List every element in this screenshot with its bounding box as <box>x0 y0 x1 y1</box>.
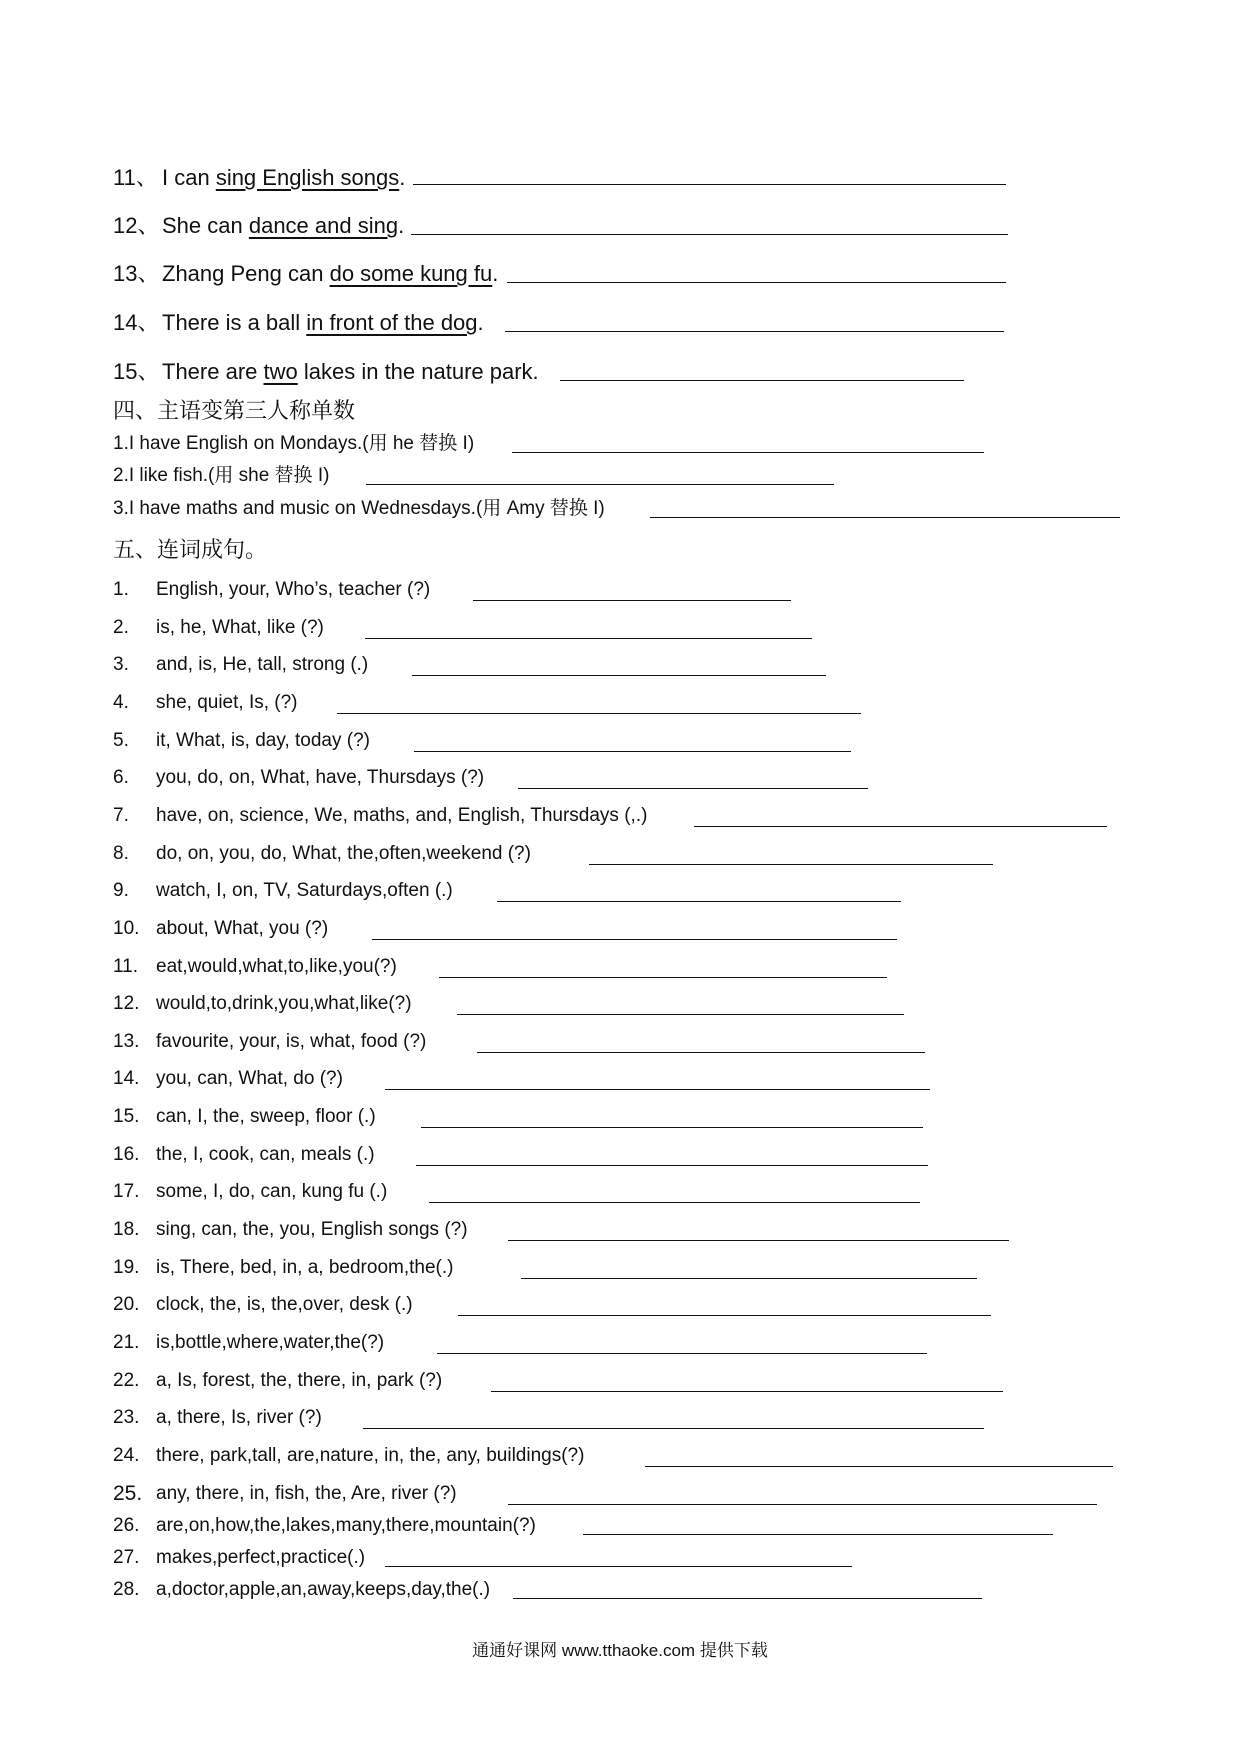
reorder-item <box>0 1218 1240 1240</box>
item-number: 22. <box>113 1370 140 1391</box>
item-words: do, on, you, do, What, the,often,weekend (?) <box>156 843 531 864</box>
reorder-item <box>0 729 1240 751</box>
item-words: a,doctor,apple,an,away,keeps,day,the(.) <box>156 1579 491 1600</box>
item-number: 14、 <box>113 310 160 335</box>
item-words: a, there, Is, river (?) <box>156 1407 322 1428</box>
item-number: 12. <box>113 993 140 1014</box>
answer-blank[interactable] <box>513 1598 982 1599</box>
transform-item-13 <box>0 261 1240 286</box>
item-sentence: There is a ball in front of the dog. <box>162 310 484 335</box>
section4-item-2 <box>0 464 1240 486</box>
item-number: 15. <box>113 1106 140 1127</box>
answer-blank[interactable] <box>385 1566 852 1567</box>
item-words: makes,perfect,practice(.) <box>156 1547 366 1568</box>
reorder-item <box>0 879 1240 901</box>
answer-blank[interactable] <box>337 713 861 714</box>
answer-blank[interactable] <box>363 1428 984 1429</box>
answer-blank[interactable] <box>521 1278 977 1279</box>
section-5-heading-row <box>0 537 1240 562</box>
section-4-heading-row <box>0 398 1240 423</box>
section4-item-1 <box>0 432 1240 454</box>
item-words: the, I, cook, can, meals (.) <box>156 1144 375 1165</box>
item-words: sing, can, the, you, English songs (?) <box>156 1219 468 1240</box>
transform-item-15 <box>0 359 1240 384</box>
answer-blank[interactable] <box>512 452 984 453</box>
reorder-item <box>0 842 1240 864</box>
answer-blank[interactable] <box>411 234 1008 235</box>
item-words: is, he, What, like (?) <box>156 617 324 638</box>
reorder-item <box>0 804 1240 826</box>
item-number: 26. <box>113 1515 140 1536</box>
item-text: 3.I have maths and music on Wednesdays.(用 Amy 替换 I) <box>113 498 605 519</box>
reorder-item <box>0 1105 1240 1127</box>
item-text: 1.I have English on Mondays.(用 he 替换 I) <box>113 433 475 454</box>
answer-blank[interactable] <box>458 1315 991 1316</box>
answer-blank[interactable] <box>508 1504 1097 1505</box>
item-words: is, There, bed, in, a, bedroom,the(.) <box>156 1257 454 1278</box>
item-sentence: There are two lakes in the nature park. <box>162 359 539 384</box>
item-words: English, your, Who’s, teacher (?) <box>156 579 431 600</box>
answer-blank[interactable] <box>421 1127 923 1128</box>
underlined-phrase: dance and sing <box>248 213 399 238</box>
answer-blank[interactable] <box>507 282 1006 283</box>
item-number: 1. <box>113 579 129 600</box>
item-words: you, do, on, What, have, Thursdays (?) <box>156 767 485 788</box>
item-words: a, Is, forest, the, there, in, park (?) <box>156 1370 443 1391</box>
reorder-item <box>0 955 1240 977</box>
answer-blank[interactable] <box>694 826 1107 827</box>
transform-item-14 <box>0 310 1240 335</box>
item-words: you, can, What, do (?) <box>156 1068 343 1089</box>
reorder-item <box>0 1369 1240 1391</box>
item-number: 28. <box>113 1579 140 1600</box>
reorder-item <box>0 1067 1240 1089</box>
transform-item-12 <box>0 213 1240 238</box>
reorder-item <box>0 1482 1240 1505</box>
item-number: 15、 <box>113 359 160 384</box>
answer-blank[interactable] <box>413 184 1006 185</box>
answer-blank[interactable] <box>473 600 791 601</box>
reorder-item <box>0 616 1240 638</box>
item-number: 7. <box>113 805 129 826</box>
reorder-item <box>0 1331 1240 1353</box>
reorder-item <box>0 578 1240 600</box>
item-number: 16. <box>113 1144 140 1165</box>
answer-blank[interactable] <box>372 939 897 940</box>
reorder-item <box>0 1143 1240 1165</box>
item-words: can, I, the, sweep, floor (.) <box>156 1106 376 1127</box>
item-number: 21. <box>113 1332 140 1353</box>
reorder-item <box>0 1444 1240 1466</box>
item-text: 2.I like fish.(用 she 替换 I) <box>113 465 330 486</box>
reorder-item <box>0 917 1240 939</box>
answer-blank[interactable] <box>439 977 887 978</box>
answer-blank[interactable] <box>457 1014 904 1015</box>
item-number: 6. <box>113 767 129 788</box>
item-number: 14. <box>113 1068 140 1089</box>
item-number: 18. <box>113 1219 140 1240</box>
item-number: 20. <box>113 1294 140 1315</box>
item-number: 17. <box>113 1181 140 1202</box>
footer-source: 通通好课网 www.tthaoke.com 提供下载 <box>472 1641 768 1660</box>
item-number: 24. <box>113 1445 140 1466</box>
answer-blank[interactable] <box>412 675 826 676</box>
answer-blank[interactable] <box>437 1353 927 1354</box>
answer-blank[interactable] <box>650 517 1120 518</box>
item-number: 10. <box>113 918 140 939</box>
answer-blank[interactable] <box>508 1240 1009 1241</box>
reorder-item <box>0 1514 1240 1536</box>
answer-blank[interactable] <box>497 901 901 902</box>
answer-blank[interactable] <box>491 1391 1003 1392</box>
item-number: 2. <box>113 617 129 638</box>
answer-blank[interactable] <box>429 1202 920 1203</box>
reorder-item <box>0 1406 1240 1428</box>
answer-blank[interactable] <box>385 1089 930 1090</box>
item-number: 11、 <box>113 165 158 190</box>
item-number: 5. <box>113 730 129 751</box>
item-words: have, on, science, We, maths, and, English, Thursdays (,.) <box>156 805 648 826</box>
item-words: she, quiet, Is, (?) <box>156 692 298 713</box>
underlined-phrase: sing English songs <box>215 165 400 190</box>
reorder-item <box>0 1030 1240 1052</box>
answer-blank[interactable] <box>560 380 964 381</box>
answer-blank[interactable] <box>365 638 812 639</box>
reorder-item <box>0 691 1240 713</box>
reorder-item <box>0 1546 1240 1568</box>
item-words: are,on,how,the,lakes,many,there,mountain(?) <box>156 1515 536 1536</box>
item-words: watch, I, on, TV, Saturdays,often (.) <box>156 880 453 901</box>
item-words: favourite, your, is, what, food (?) <box>156 1031 427 1052</box>
answer-blank[interactable] <box>589 864 993 865</box>
reorder-item <box>0 653 1240 675</box>
item-words: and, is, He, tall, strong (.) <box>156 654 369 675</box>
item-words: clock, the, is, the,over, desk (.) <box>156 1294 413 1315</box>
reorder-item <box>0 992 1240 1014</box>
item-number: 11. <box>113 956 139 977</box>
item-words: eat,would,what,to,like,you(?) <box>156 956 397 977</box>
answer-blank[interactable] <box>645 1466 1113 1467</box>
item-number: 19. <box>113 1257 140 1278</box>
answer-blank[interactable] <box>583 1534 1053 1535</box>
item-number: 13、 <box>113 261 160 286</box>
item-words: there, park,tall, are,nature, in, the, any, buildings(?) <box>156 1445 585 1466</box>
item-number: 23. <box>113 1407 140 1428</box>
item-number: 4. <box>113 692 129 713</box>
answer-blank[interactable] <box>414 751 851 752</box>
reorder-item <box>0 1256 1240 1278</box>
section4-item-3 <box>0 497 1240 519</box>
section-heading: 五、连词成句。 <box>113 537 268 562</box>
underlined-phrase: two <box>263 359 298 384</box>
item-number: 9. <box>113 880 129 901</box>
item-words: any, there, in, fish, the, Are, river (?) <box>156 1483 457 1504</box>
transform-item-11 <box>0 165 1240 190</box>
reorder-item <box>0 1180 1240 1202</box>
item-number: 12、 <box>113 213 160 238</box>
item-words: some, I, do, can, kung fu (.) <box>156 1181 388 1202</box>
item-words: about, What, you (?) <box>156 918 329 939</box>
item-number: 25. <box>113 1482 143 1505</box>
item-number: 13. <box>113 1031 140 1052</box>
item-words: it, What, is, day, today (?) <box>156 730 371 751</box>
item-number: 27. <box>113 1547 140 1568</box>
answer-blank[interactable] <box>505 331 1004 332</box>
item-words: is,bottle,where,water,the(?) <box>156 1332 385 1353</box>
item-number: 3. <box>113 654 129 675</box>
reorder-item <box>0 1578 1240 1600</box>
item-words: would,to,drink,you,what,like(?) <box>156 993 412 1014</box>
underlined-phrase: in front of the dog <box>306 310 478 335</box>
reorder-item <box>0 766 1240 788</box>
item-sentence: Zhang Peng can do some kung fu. <box>162 261 499 286</box>
item-sentence: She can dance and sing. <box>162 213 405 238</box>
section-heading: 四、主语变第三人称单数 <box>113 398 356 423</box>
item-number: 8. <box>113 843 129 864</box>
answer-blank[interactable] <box>477 1052 925 1053</box>
answer-blank[interactable] <box>366 484 834 485</box>
underlined-phrase: do some kung fu <box>329 261 493 286</box>
item-sentence: I can sing English songs. <box>162 165 406 190</box>
answer-blank[interactable] <box>416 1165 928 1166</box>
reorder-item <box>0 1293 1240 1315</box>
answer-blank[interactable] <box>518 788 868 789</box>
